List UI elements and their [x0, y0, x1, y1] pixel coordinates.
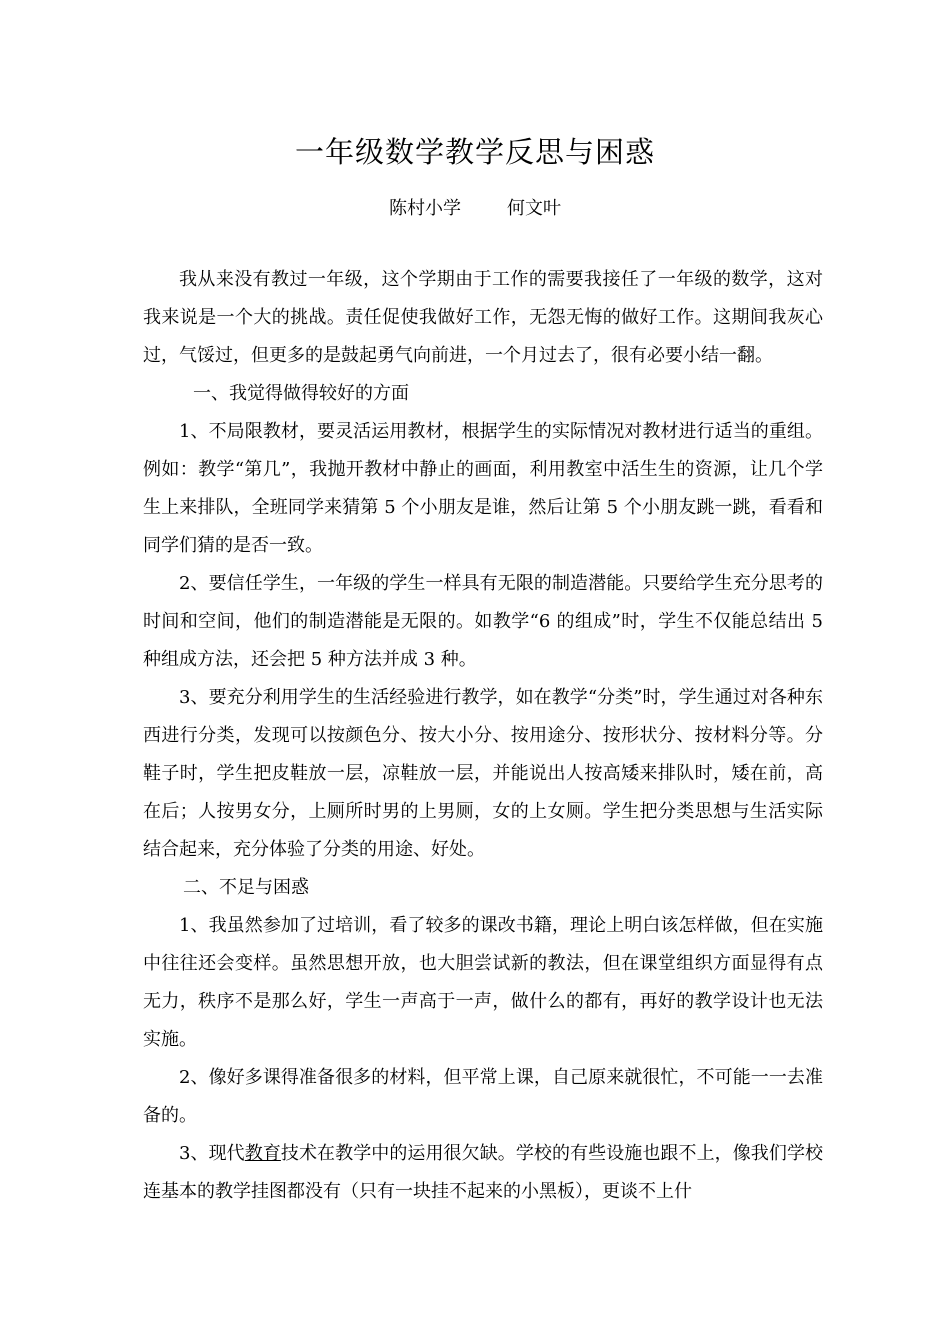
document-body [143, 261, 823, 1211]
section1-paragraph-2: 2、要信任学生，一年级的学生一样具有无限的制造潜能。只要给学生充分思考的时间和空间，他们的制造潜能是无限的。如教学“6 的组成”时，学生不仅能总结出 5 种组成方法，还会把 5 种方法并成 3 种。 [143, 573, 823, 670]
school-name: 陈村小学 [389, 198, 461, 219]
section-heading-1: 一、我觉得做得较好的方面 [193, 383, 409, 404]
paragraph-text-after-link: 技术在教学中的运用很欠缺。学校的有些设施也跟不上，像我们学校连基本的教学挂图都没有（只有一块挂不起来的小黑板），更谈不上什 [143, 1143, 824, 1202]
document-title: 一年级数学教学反思与困惑 [294, 135, 655, 169]
education-link[interactable]: 教育 [244, 1143, 281, 1164]
section2-paragraph-2: 2、像好多课得准备很多的材料，但平常上课，自己原来就很忙，不可能一一去准备的。 [143, 1067, 823, 1126]
section2-paragraph-1: 1、我虽然参加了过培训，看了较多的课改书籍，理论上明白该怎样做，但在实施中往往还会变样。虽然思想开放，也大胆尝试新的教法，但在课堂组织方面显得有点无力，秩序不是那么好，学生一声高于一声，做什么的都有，再好的教学设计也无法实施。 [143, 915, 823, 1050]
paragraph-text-before-link: 3、现代 [179, 1143, 245, 1164]
intro-paragraph: 我从来没有教过一年级，这个学期由于工作的需要我接任了一年级的数学，这对我来说是一个大的挑战。责任促使我做好工作，无怨无悔的做好工作。这期间我灰心过，气馁过，但更多的是鼓起勇气向前进，一个月过去了，很有必要小结一翻。 [143, 269, 823, 366]
byline [0, 195, 950, 223]
author-name: 何文叶 [507, 198, 561, 219]
section1-paragraph-1: 1、不局限教材，要灵活运用教材，根据学生的实际情况对教材进行适当的重组。例如：教学“第几”，我抛开教材中静止的画面，利用教室中活生生的资源，让几个学生上来排队，全班同学来猜第 5 个小朋友是谁，然后让第 5 个小朋友跳一跳，看看和同学们猜的是否一致。 [143, 421, 823, 556]
section1-paragraph-3: 3、要充分利用学生的生活经验进行教学，如在教学“分类”时，学生通过对各种东西进行分类，发现可以按颜色分、按大小分、按用途分、按形状分、按材料分等。分鞋子时，学生把皮鞋放一层，凉鞋放一层，并能说出人按高矮来排队时，矮在前，高在后；人按男女分，上厕所时男的上男厕，女的上女厕。学生把分类思想与生活实际结合起来，充分体验了分类的用途、好处。 [143, 687, 823, 860]
section-heading-2: 二、不足与困惑 [183, 877, 309, 898]
section2-paragraph-3 [143, 1135, 823, 1211]
